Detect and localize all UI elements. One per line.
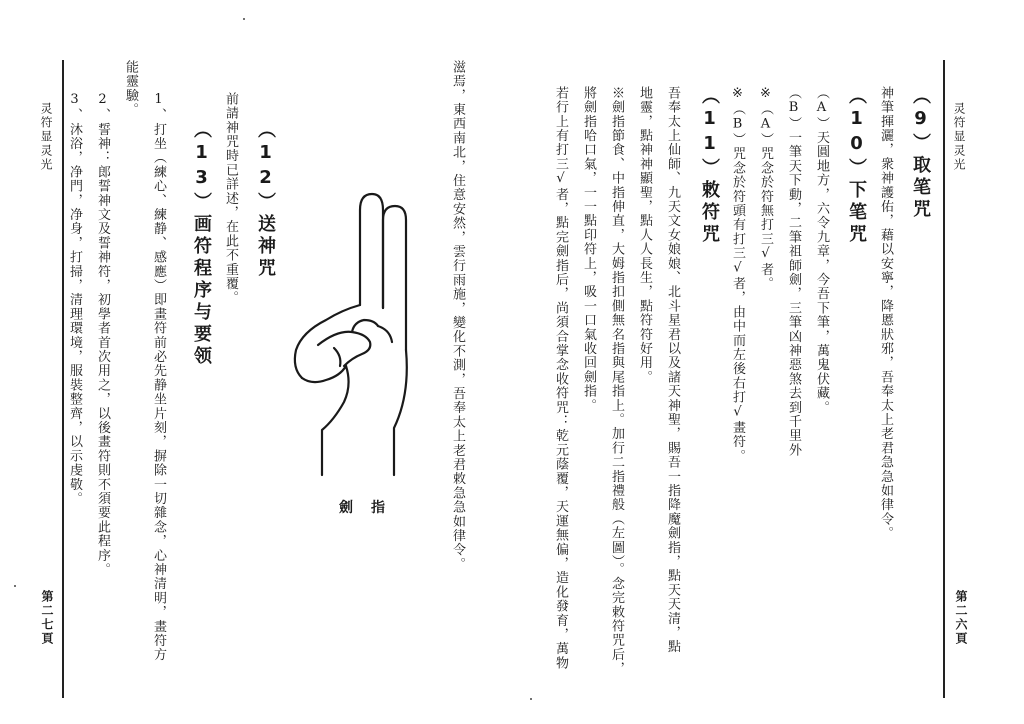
scan-speck	[243, 18, 245, 20]
sword-finger-hand-icon	[282, 180, 432, 480]
scan-speck	[14, 585, 16, 587]
sec10-heading: （10）下笔咒	[846, 86, 867, 246]
figure-caption-sword: 劍	[339, 500, 353, 516]
sec11-line: 將劍指哈口氣，一一點印符上，吸一口氣收回劍指。	[581, 86, 596, 413]
sec11-line: 若行上有打三√者，點完劍指后，尚須合掌念收符咒：乾元蔭覆，天運無偏，造化發育，萬物	[553, 86, 568, 671]
right-page-border	[943, 60, 945, 698]
left-page-number: 第二七頁	[40, 590, 54, 646]
sec10-line: ※（A）咒念於符無打三√者。	[758, 86, 773, 291]
right-running-header: 灵符显灵光	[952, 102, 966, 172]
sec13-line: 2、誓神：郎誓神文及誓神符，初學者首次用之，以後畫符則不須要此程序。	[95, 92, 110, 577]
sec10-line: ※（B）咒念於符頭有打三√者，由中而左後右打√畫符。	[730, 86, 745, 464]
figure-caption-finger: 指	[371, 500, 385, 516]
sec12-heading: （12）送神咒	[255, 120, 276, 280]
sec11-line: 吾奉太上仙師、九天文女娘娘、北斗星君以及諸天神聖，賜吾一指降魔劍指，點天天清，點	[665, 86, 680, 654]
sec13-heading: （13）画符程序与要领	[191, 120, 212, 368]
right-page-number: 第二六頁	[954, 590, 968, 646]
sec12-line: 前請神咒時已詳述，在此不重覆。	[223, 92, 238, 305]
sec10-line: （A）天圓地方，六令九章，今吾下筆，萬鬼伏藏。	[814, 86, 829, 415]
sec11-line: ※劍指節食、中指伸直，大姆指扣側無名指與尾指上。加行二指禮般（左圖）。念完敕符咒后，	[609, 86, 624, 676]
left-page-border	[62, 60, 64, 698]
sec9-line: 神筆揮灑，衆神護佑，藉以安寧，降慝狀邪，吾奉太上老君急急如律令。	[878, 86, 893, 541]
scan-speck	[530, 698, 532, 700]
sec11-heading: （11）敕符咒	[699, 86, 720, 246]
sec10-line: （B）一筆天下動，二筆祖師劍，三筆凶神惡煞去到千里外	[786, 86, 801, 458]
sec11-line: 地靈，點神神顯聖，點人人長生，點符符好用。	[637, 86, 652, 385]
sec13-line: 3、沐浴，净門，净身，打掃，清理環境，服裝整齊，以示虔敬。	[67, 92, 82, 506]
sec13-line: 1、打坐（練心、練静、感應）即畫符前必先静坐片刻，摒除一切雜念，心神清明，畫符方	[151, 92, 166, 662]
left-running-header: 灵符显灵光	[39, 102, 53, 172]
sec11-continued-line: 滋焉，東西南北，住意安然，雲行雨施，變化不測，吾奉太上老君敕急急如律令。	[450, 60, 465, 572]
sec9-heading: （9）取笔咒	[910, 86, 931, 221]
sec13-line: 能靈驗。	[123, 60, 138, 117]
